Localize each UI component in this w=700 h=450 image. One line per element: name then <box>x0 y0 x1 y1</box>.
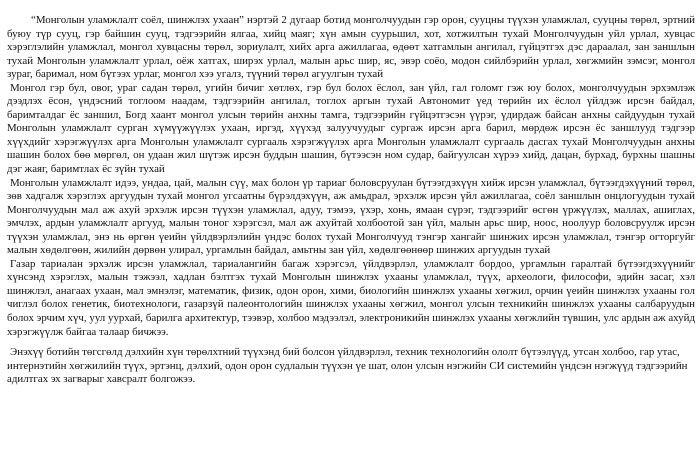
paragraph-intro: “Монголын уламжлалт соёл, шинжлэх ухаан” нэртэй 2 дугаар ботид монголчуудын гэр орон, сууцны түүхэн уламжлал, сууцны төрөл, эртний буюу түр сууц, гэр байшин сууц, тэдгээрийн ялгаа, хийц маяг; хүн амын суурьшил, хот, хотжилтын тухай Монголчуудын уйл урлал, хувцас хэрэглэлийн уламжлал, монгол хувцасны төрөл, зориулалт, хийх арга ажиллагаа, өдөөт хатгамлын ангилал, гүйцэтгэх дэс дараалал, зан заншлын тухай Монголын уламжлалт урлал, оёж хатгах, ширэх урлал, малын арьс шир, яс, эвэр соёо, модон сийлбэрийн урлал, хөгжмийн зэмсэг, монгол зураг, баримал, ном бүтээх урлаг, монгол хээ угалз, түүний төрөл агуулгын тухай <box>7 14 695 81</box>
paragraph-agriculture-science: Газар тариалан эрхэлж ирсэн уламжлал, тариалангийн багаж хэрэгсэл, үйлдвэрлэл, уламжлалт бордоо, ургамлын гаралтай бүтээгдэхүүнийг хүнсэнд хэрэглэх, малын тэжээл, хадлан бэлтгэх тухай Монголын шинжлэх ухааны уламжлал, түүх, археологи, философи, эдийн засаг, хэл шинжлэл, анагаах ухаан, мал эмнэлэг, математик, физик, одон орон, хими, биологийн шинжлэх ухааны хөгжил, орчин үеийн шинжлэх ухааны гол чиглэл болох генетик, биотехнологи, газарзүй палеонтологийн шинжлэх ухааны хөгжил, монгол улсын техникийн шинжлэх ухааны салбаруудын болох эрчим хүч, уул уурхай, барилга архитектур, тээвэр, холбоо мэдээлэл, электроникийн шинжлэх ухааны хөгжлийн түвшин, улс ардын аж ахуйд хэрэгжүүлж байгаа талаар бичжээ. <box>7 257 695 338</box>
paragraph-conclusion: Энэхүү ботийн төгсгөлд дэлхийн хүн төрөлхтний түүхэнд бий болсон үйлдвэрлэл, техник технологийн ололт бүтээлүүд, утсан холбоо, гар утас, интернэтийн хөгжилийн түүх, эртэнц, дэлхий, одон орон судлалын түүхэн үе шат, олон улсын нэгжийн СИ системийн үндсэн нэгжүүд тэдгээрийн адилтгах эх загварыг хавсралт болгожээ. <box>7 346 688 386</box>
document-body <box>7 14 695 387</box>
paragraph-food-livestock: Монголын уламжлалт идээ, ундаа, цай, малын сүү, мах болон үр тариаг боловсруулан бүтээгдэхүүн хийж ирсэн уламжлал, бүтээгдэхүүний төрөл, зөв хадгалж хэрэглэх аргуудын тухай монгол угсаатны бүрэлдэхүүн, аж амьдрал, эрхэлж ирсэн үйл ажиллагаа, соёл заншлын онцлогуудын тухай Монголчуудын мал аж ахуй эрхэлж ирсэн түүхэн уламжлал, адуу, тэмээ, үхэр, хонь, ямаан сүрэг, тэдгээрийг өсгөн үржүүлэх, маллах, ашиглах, эмчлэх, ардын уламжлалт аргууд, малын тоног хэрэгсэл, мал аж ахуйтай холбоотой зан үйл, малын арьс шир, ноос, ноолуур боловсруулж ирсэн түүхэн уламжлал, энэ нь өргөн үеийн үйлдвэрлэлийн үндэс болох тухай Монголчууд тэнгэр хангайг шинжих ирсэн уламжлал, тэнгэр огторгуйг малын хөдөлгөөн, жилийн дөрвөн улирал, ургамлын байдал, амьтны зан үйл, хөдөлгөөнөөр шинжих аргуудын тухай <box>7 176 695 257</box>
paragraph-family-customs: Монгол гэр бул, овог, ураг садан төрөл, угийн бичиг хөтлөх, гэр бул болох ёслол, зан үйл, гал голомт гэж юу болох, монголчуудын эрхэмлэж дээдлэх ёсон, үндэсний тоглоом наадам, тэдгээрийн ангилал, тоглох аргын тухай Автономит үед төрийн их ёслол үйлдэж ирсэн байдал, баримталдаг ёс заншил, Богд хаант монгол улсын төрийн анхны тамга, тэдгээрийн гүйцэтгэсэн үүрэг, үдирдаж байсан анхны сайдуудын тухай Монголын уламжлалт сурган хүмүүжүүлэх ухаан, иргэд, хүүхэд залуучуудыг сургаж ирсэн арга барил, мөрдөж ирсэн ёс заншлууд тэдгээр хүүхдийг хэрэгжүүлэх арга Монголын уламжлалт сургааль хэрэгжүүлэх арга Монголын уламжлалт сургааль дасгах тухай Монголчуудын анхны шашин болох бөө мөргөл, он удаан жил шүтэж ирсэн буддын шашин, бүтээсэн ном судар, байгуулсан хүрээ хийд, дацан, бурхад, бурхны шашны дэг жаяг, баримтлах ёс зүйн тухай <box>7 81 695 176</box>
